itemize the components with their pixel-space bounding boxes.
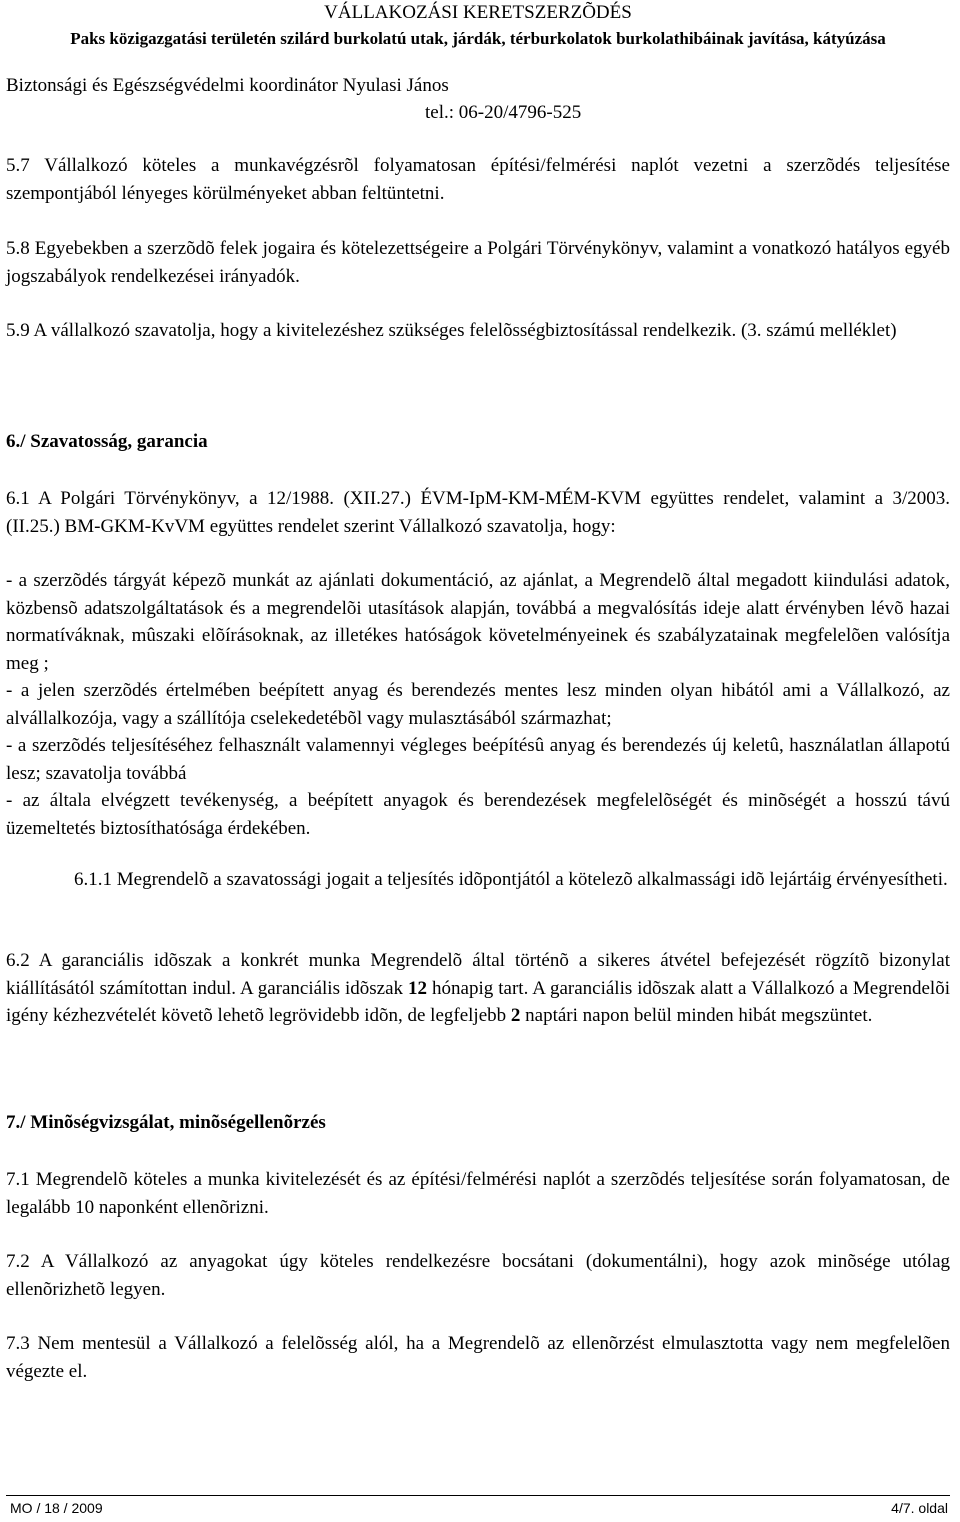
page-footer — [6, 1495, 950, 1516]
page-number: 4/7. oldal — [891, 1500, 948, 1516]
section-5-8: 5.8 Egyebekben a szerzõdõ felek jogaira és kötelezettségeire a Polgári Törvénykönyv, valamint a vonatkozó hatályos egyéb jogszabályok rendelkezései irányadók. — [6, 238, 950, 287]
section-6-2-text-c: hónapig tart. A garanciális idõszak alatt a Vállalkozó a Megrendelõi igény kézhezvételét követõ lehetõ legrövidebb idõn, de legfeljebb — [6, 977, 950, 1026]
section-6-2 — [6, 947, 950, 1030]
bullet-item-1: - a szerzõdés tárgyát képezõ munkát az ajánlati dokumentáció, az ajánlat, a Megrendelõ által megadott kiindulási adatok, közbensõ adatszolgáltatások és a megrendelõi utasítások alapján, továbbá a megvalósítás ideje alatt érvényben lévõ hazai normatíváknak, mûszaki elõírásoknak, az illetékes hatóságok követelményeinek és szabályzatainak megfelelõen valósítja meg ; — [6, 570, 950, 674]
section-5-9: 5.9 A vállalkozó szavatolja, hogy a kivitelezéshez szükséges felelõsségbiztosítással rendelkezik. (3. számú melléklet) — [6, 320, 897, 341]
section-5-7: 5.7 Vállalkozó köteles a munkavégzésrõl folyamatosan építési/felmérési naplót vezetni a szerzõdés teljesítése szempontjából lényeges körülményeket abban feltüntetni. — [6, 155, 950, 204]
coordinator-phone: tel.: 06-20/4796-525 — [425, 102, 582, 123]
heading-section-6: 6./ Szavatosság, garancia — [6, 431, 208, 452]
section-6-2-text-a: 6.2 A garanciális idõszak a konkrét munka Megrendelõ által történõ a sikeres átvétel befejezését rögzítõ bizonylat kiállításától számítottan indul. A garanciális idõszak — [6, 950, 950, 999]
bullet-item-3: - a szerzõdés teljesítéséhez felhasznált valamennyi végleges beépítésû anyag és berendezés új keletû, használatlan állapotú lesz; szavatolja továbbá — [6, 735, 950, 784]
section-7-2: 7.2 A Vállalkozó az anyagokat úgy köteles rendelkezésre bocsátani (dokumentálni), hogy azok minõsége utólag ellenõrizhetõ legyen. — [6, 1251, 950, 1300]
heading-section-7: 7./ Minõségvizsgálat, minõségellenõrzés — [6, 1112, 326, 1133]
section-7-1: 7.1 Megrendelõ köteles a munka kivitelezését és az építési/felmérési naplót a szerzõdés teljesítése során folyamatosan, de legalább 10 naponként ellenõrizni. — [6, 1169, 950, 1218]
section-6-1-1: 6.1.1 Megrendelõ a szavatossági jogait a teljesítés idõpontjától a kötelezõ alkalmassági idõ lejártáig érvényesítheti. — [74, 869, 948, 890]
bullet-item-2: - a jelen szerzõdés értelmében beépített anyag és berendezés mentes lesz minden olyan hibától ami a Vállalkozó, az alvállalkozója, vagy a szállítója cselekedetébõl vagy mulasztásából származhat; — [6, 680, 950, 729]
warranty-months: 12 — [408, 977, 428, 999]
bullet-item-4: - az általa elvégzett tevékenység, a beépített anyagok és berendezések megfelelõségét és minõségét a hosszú távú üzemeltetés biztosíthatósága érdekében. — [6, 790, 950, 839]
document-title: VÁLLAKOZÁSI KERETSZERZÕDÉS — [324, 2, 632, 23]
section-6-1: 6.1 A Polgári Törvénykönyv, a 12/1988. (XII.27.) ÉVM-IpM-KM-MÉM-KVM együttes rendelet, valamint a 3/2003. (II.25.) BM-GKM-KvVM együttes rendelet szerint Vállalkozó szavatolja, hogy: — [6, 488, 950, 537]
coordinator-name: Biztonsági és Egészségvédelmi koordinátor Nyulasi János — [6, 75, 449, 96]
document-subtitle: Paks közigazgatási területén szilárd burkolatú utak, járdák, térburkolatok burkolathibáinak javítása, kátyúzása — [70, 29, 886, 48]
repair-days: 2 — [510, 1005, 521, 1026]
section-6-2-text-e: naptári napon belül minden hibát megszüntet. — [520, 1005, 873, 1026]
document-number: MO / 18 / 2009 — [10, 1500, 103, 1516]
section-7-3: 7.3 Nem mentesül a Vállalkozó a felelõsség alól, ha a Megrendelõ az ellenõrzést elmulasztotta vagy nem megfelelõen végezte el. — [6, 1333, 950, 1382]
